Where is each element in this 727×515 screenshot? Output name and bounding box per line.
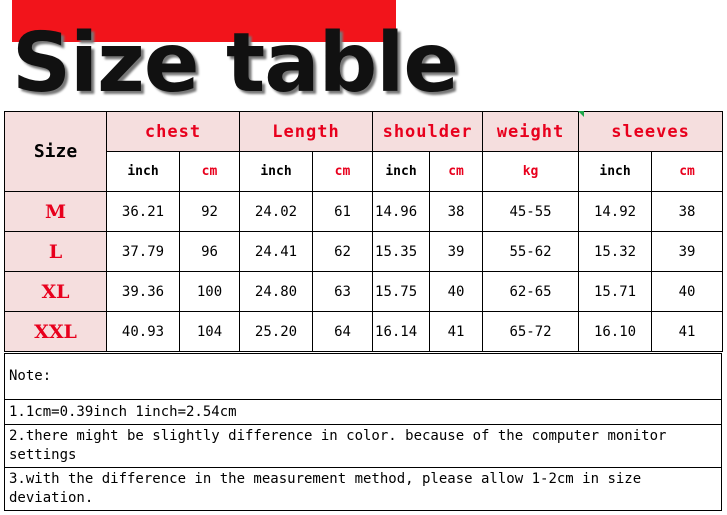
unit-shoulder-inch: inch [373,152,430,192]
size-header: Size [5,112,107,192]
table-cell: 15.35 [373,232,430,272]
table-cell: 92 [180,192,240,232]
table-row [5,192,723,232]
notes-table [4,353,722,511]
unit-sleeves-inch: inch [579,152,652,192]
unit-chest-inch: inch [107,152,180,192]
table-cell: 14.96 [373,192,430,232]
shoulder-header: shoulder [373,112,483,152]
table-cell: 25.20 [240,312,313,352]
table-cell: 62-65 [483,272,579,312]
table-cell: 14.92 [579,192,652,232]
table-cell: 16.10 [579,312,652,352]
sleeves-header: sleeves [579,112,723,152]
table-cell: 96 [180,232,240,272]
row-size-label: L [5,232,107,272]
unit-sleeves-cm: cm [652,152,723,192]
table-cell: 55-62 [483,232,579,272]
table-row [5,312,723,352]
table-cell: 38 [652,192,723,232]
note-item: 3.with the difference in the measurement method, please allow 1-2cm in size deviation. [5,468,722,511]
table-cell: 38 [430,192,483,232]
chest-header: chest [107,112,240,152]
table-cell: 61 [313,192,373,232]
size-table [4,111,723,352]
table-row [5,232,723,272]
row-size-label: M [5,192,107,232]
table-row [5,272,723,312]
table-cell: 16.14 [373,312,430,352]
table-cell: 45-55 [483,192,579,232]
unit-length-inch: inch [240,152,313,192]
table-cell: 104 [180,312,240,352]
table-cell: 64 [313,312,373,352]
table-cell: 15.71 [579,272,652,312]
page-title: Size table [12,16,459,111]
table-cell: 37.79 [107,232,180,272]
table-cell: 100 [180,272,240,312]
unit-chest-cm: cm [180,152,240,192]
table-cell: 41 [652,312,723,352]
table-cell: 24.41 [240,232,313,272]
unit-length-cm: cm [313,152,373,192]
note-heading: Note: [5,354,722,400]
row-size-label: XL [5,272,107,312]
table-cell: 41 [430,312,483,352]
corner-marker [578,111,584,117]
table-cell: 39 [652,232,723,272]
table-cell: 24.02 [240,192,313,232]
table-cell: 24.80 [240,272,313,312]
table-cell: 39 [430,232,483,272]
table-cell: 15.32 [579,232,652,272]
weight-header: weight [483,112,579,152]
table-cell: 40 [430,272,483,312]
note-item: 1.1cm=0.39inch 1inch=2.54cm [5,400,722,425]
table-cell: 40.93 [107,312,180,352]
unit-shoulder-cm: cm [430,152,483,192]
table-cell: 39.36 [107,272,180,312]
length-header: Length [240,112,373,152]
table-cell: 62 [313,232,373,272]
row-size-label: XXL [5,312,107,352]
table-cell: 65-72 [483,312,579,352]
unit-weight-kg: kg [483,152,579,192]
table-cell: 40 [652,272,723,312]
table-cell: 15.75 [373,272,430,312]
table-cell: 36.21 [107,192,180,232]
note-item: 2.there might be slightly difference in color. because of the computer monitor settings [5,425,722,468]
table-cell: 63 [313,272,373,312]
